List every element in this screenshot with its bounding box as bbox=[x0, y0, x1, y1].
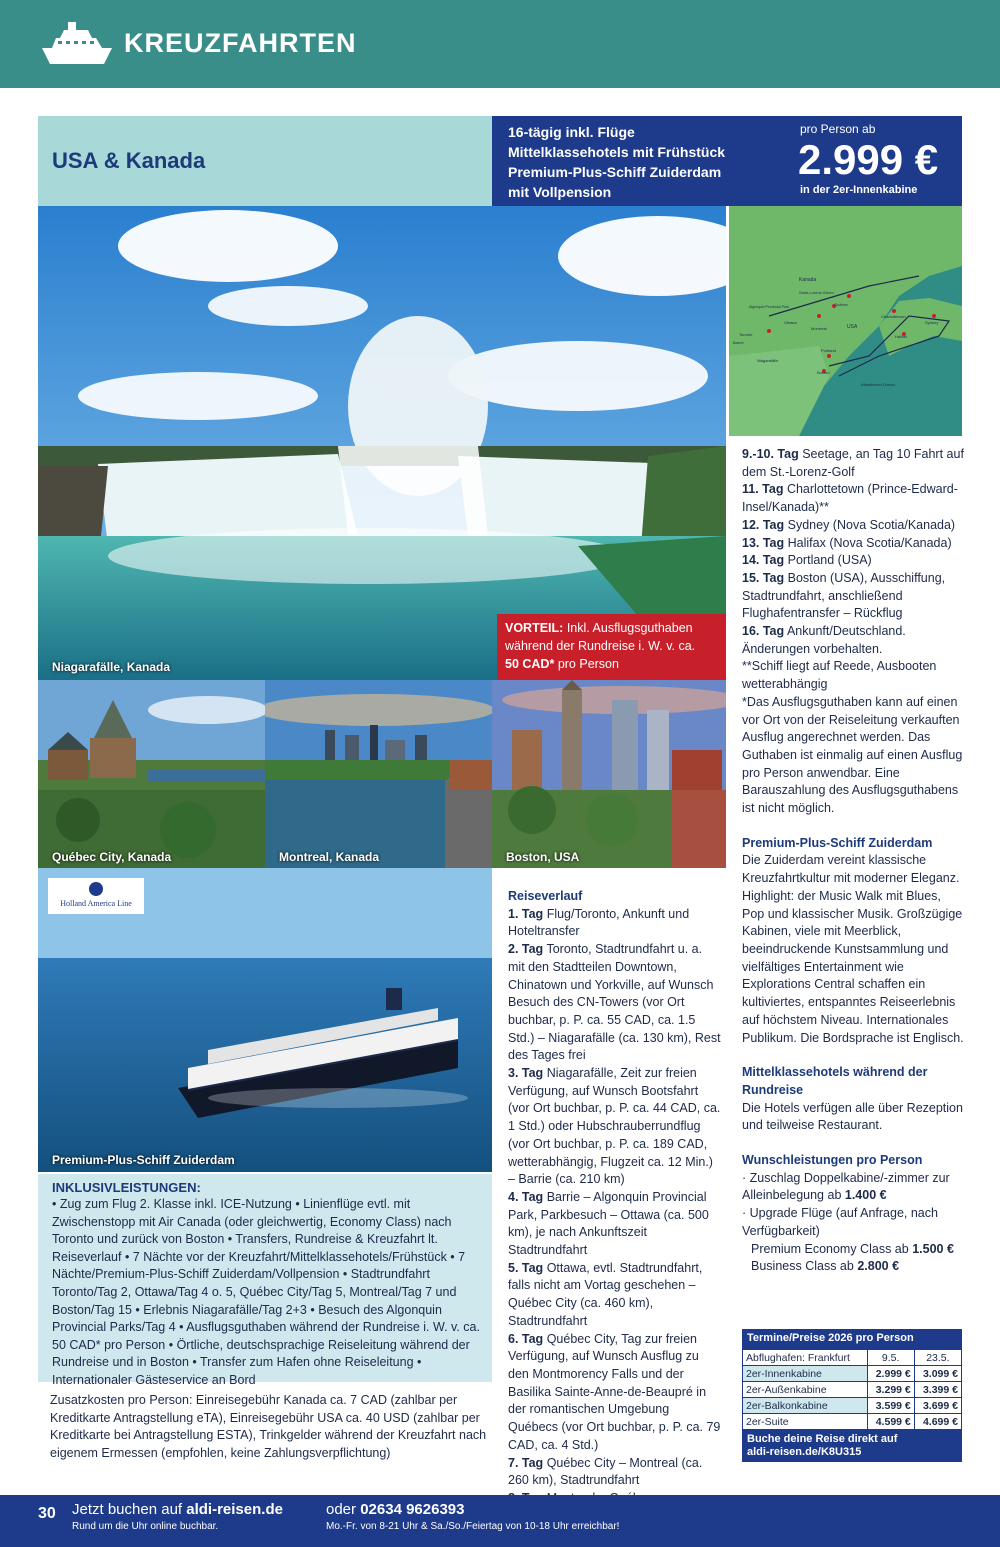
advantage-label: VORTEIL: bbox=[505, 621, 564, 635]
reiseverlauf-title: Reiseverlauf bbox=[508, 889, 583, 903]
ship-photo bbox=[38, 868, 492, 1172]
advantage-box bbox=[497, 614, 726, 680]
website-link[interactable]: aldi-reisen.de bbox=[186, 1501, 283, 1518]
price-cell: 3.399 € bbox=[914, 1382, 961, 1398]
logo-text: Holland America Line bbox=[60, 899, 132, 908]
advantage-text: während der Rundreise i. W. v. ca. bbox=[505, 639, 696, 653]
airport-cell: Abflughafen: Frankfurt bbox=[743, 1350, 868, 1366]
map-label: Toronto bbox=[739, 332, 753, 337]
itinerary-day: 15. Tag Boston (USA), Ausschiffung, Stadtrundfahrt, anschließend Flughafentransfer – Rückflug bbox=[742, 570, 946, 621]
itinerary-right bbox=[742, 446, 964, 1276]
inclusive-text: • Zug zum Flug 2. Klasse inkl. ICE-Nutzung • Linienflüge evtl. mit Zwischenstopp mit Air Canada (oder gleichwertig, Economy Class) nach Toronto und zurück von Boston • Transfers, Rundreise & Kreuzfahrt lt. Reiseverlauf • 7 Nächte vor der Kreuzfahrt/Mittelklassehotels/Frühstück • 7 Nächte/Premium-Plus-Schiff Zuiderdam/Vollpension • Stadtrundfahrt Toronto/Tag 2, Ottawa/Tag 4 o. 5, Québec City/Tag 5, Montreal/Tag 7 und Boston/Tag 15 • Erlebnis Niagarafälle/Tag 2+3 • Besuch des Algonquin Provincial Parks/Tag 4 • Ausflugsguthaben während der Rundreise i. W. v. ca. 50 CAD* pro Person • Örtliche, deutschsprachige Reiseleitung während der Rundreise und in Boston • Transfer zum Hafen ohne Reiseleitung • Internationaler Gästeservice an Bord bbox=[52, 1197, 480, 1387]
map-label: Portland bbox=[821, 348, 836, 353]
cabin-cell: 2er-Innenkabine bbox=[743, 1366, 868, 1382]
header-bar bbox=[0, 0, 1000, 88]
wish-item: · Upgrade Flüge (auf Anfrage, nach Verfügbarkeit) bbox=[742, 1206, 938, 1238]
advantage-amount: 50 CAD* bbox=[505, 657, 555, 671]
wishes-title: Wunschleistungen pro Person bbox=[742, 1153, 923, 1168]
phone-number[interactable]: 02634 9626393 bbox=[360, 1501, 465, 1518]
map-label: Algonquin Provincial Park bbox=[749, 305, 789, 309]
niagara-photo bbox=[38, 206, 726, 680]
offer-features bbox=[508, 122, 798, 202]
map-label: USA bbox=[847, 324, 858, 330]
feature-line: mit Vollpension bbox=[508, 184, 612, 200]
date-header: 9.5. bbox=[867, 1350, 914, 1366]
itinerary-day: 9.-10. Tag Seetage, an Tag 10 Fahrt auf dem St.-Lorenz-Golf bbox=[742, 447, 964, 479]
note: *Das Ausflugsguthaben kann auf einen vor Ort von der Reiseleitung verkauften Ausflug angerechnet werden. Das Guthaben ist einmalig auf einen Ausflug pro Person anwendbar. Eine Barauszahlung des Ausflugsguthabens ist nicht möglich. bbox=[742, 694, 963, 816]
hours-note: Mo.-Fr. von 8-21 Uhr & Sa./So./Feiertag von 10-18 Uhr erreichbar! bbox=[326, 1521, 620, 1532]
ship-icon bbox=[38, 18, 116, 68]
map-label: Charlottetown bbox=[881, 314, 906, 319]
map-label: Sydney bbox=[925, 320, 939, 325]
itinerary-day: 3. Tag Niagarafälle, Zeit zur freien Verfügung, auf Wunsch Bootsfahrt (vor Ort buchbar, p. P. ca. 44 CAD, ca. 1 Std.) oder Hubschrauberrundflug (vor Ort buchbar, p. P. ca. 189 CAD, wetterabhängig, Flugzeit ca. 12 Min.) – Barrie (ca. 210 km) bbox=[508, 1066, 721, 1187]
itinerary-day: 1. Tag Flug/Toronto, Ankunft und Hoteltransfer bbox=[508, 906, 690, 939]
advantage-text: pro Person bbox=[557, 657, 619, 671]
route-map bbox=[729, 206, 962, 436]
photo-caption: Premium-Plus-Schiff Zuiderdam bbox=[52, 1153, 235, 1167]
photo-caption: Boston, USA bbox=[506, 850, 580, 864]
itinerary-day: 5. Tag Ottawa, evtl. Stadtrundfahrt, falls nicht am Vortag geschehen – Québec City (ca. 460 km), Stadtrundfahrt bbox=[508, 1260, 703, 1328]
hotels-section-title: Mittelklassehotels während der Rundreise bbox=[742, 1065, 928, 1097]
itinerary-day: 7. Tag Québec City – Montreal (ca. 260 km), Stadtrundfahrt bbox=[508, 1455, 703, 1488]
itinerary-day: 2. Tag Toronto, Stadtrundfahrt u. a. mit den Stadtteilen Downtown, Chinatown und Yorkville, auf Wunsch Besuch des CN-Towers (vor Ort buchbar, p. P. ca. 55 CAD, ca. 1.5 Std.) – Niagarafälle (ca. 130 km), Rest des Tages frei bbox=[508, 942, 721, 1063]
feature-line: 16-tägig inkl. Flüge bbox=[508, 124, 635, 140]
photo-caption: Niagarafälle, Kanada bbox=[52, 660, 171, 674]
note: **Schiff liegt auf Reede, Ausbooten wetterabhängig bbox=[742, 659, 937, 692]
price-table-title: Termine/Preise 2026 pro Person bbox=[742, 1329, 962, 1349]
note: Änderungen vorbehalten. bbox=[742, 641, 883, 656]
cruise-line-logo bbox=[48, 878, 144, 914]
price-cell: 3.599 € bbox=[867, 1398, 914, 1414]
phone-line: oder 02634 9626393 bbox=[326, 1501, 465, 1518]
wish-item: · Zuschlag Doppelkabine/-zimmer zur Alleinbelegung ab 1.400 € bbox=[742, 1170, 950, 1203]
quebec-photo bbox=[38, 680, 265, 868]
itinerary-day: 12. Tag Sydney (Nova Scotia/Kanada) bbox=[742, 517, 956, 532]
itinerary-day: 13. Tag Halifax (Nova Scotia/Kanada) bbox=[742, 535, 952, 550]
inclusive-title: INKLUSIVLEISTUNGEN: bbox=[52, 1180, 201, 1195]
montreal-photo bbox=[265, 680, 492, 868]
price-cell: 2.999 € bbox=[867, 1366, 914, 1382]
map-label: Boston bbox=[817, 370, 830, 375]
cabin-cell: 2er-Suite bbox=[743, 1414, 868, 1430]
photo-caption: Montreal, Kanada bbox=[279, 850, 380, 864]
feature-line: Mittelklassehotels mit Frühstück bbox=[508, 144, 726, 160]
price-cabin: in der 2er-Innenkabine bbox=[800, 184, 918, 196]
map-label: Montreal bbox=[811, 326, 827, 331]
itinerary-day: 4. Tag Barrie – Algonquin Provincial Park, Parkbesuch – Ottawa (ca. 500 km), je nach Ankunftszeit Stadtrundfahrt bbox=[508, 1189, 709, 1258]
wish-item: Business Class ab 2.800 € bbox=[751, 1259, 900, 1274]
price-cell: 4.599 € bbox=[867, 1414, 914, 1430]
map-label: Saint-Lorenz-Strom bbox=[799, 290, 834, 295]
online-note: Rund um die Uhr online buchbar. bbox=[72, 1521, 219, 1532]
ship-section-title: Premium-Plus-Schiff Zuiderdam bbox=[742, 835, 933, 850]
footer bbox=[0, 1495, 1000, 1547]
offer-info-box bbox=[492, 116, 962, 206]
wish-item: Premium Economy Class ab 1.500 € bbox=[751, 1241, 954, 1256]
map-label: Atlantischer Ozean bbox=[861, 382, 895, 387]
feature-line: Premium-Plus-Schiff Zuiderdam bbox=[508, 164, 722, 180]
price: 2.999 € bbox=[798, 136, 939, 183]
cabin-cell: 2er-Außenkabine bbox=[743, 1382, 868, 1398]
itinerary-day: 6. Tag Québec City, Tag zur freien Verfügung, auf Wunsch Ausflug zu den Montmorency Falls und der Basilika Sainte-Anne-de-Beaupré in der romantischen Umgebung Québecs (vor Ort buchbar, p. P. ca. 79 CAD, ca. 4 Std.) bbox=[508, 1331, 721, 1452]
destination-box bbox=[38, 116, 492, 206]
inclusive-box bbox=[38, 1174, 492, 1387]
photo-caption: Québec City, Kanada bbox=[52, 850, 172, 864]
price-cell: 4.699 € bbox=[914, 1414, 961, 1430]
boston-photo bbox=[492, 680, 726, 868]
hotels-section-text: Die Hotels verfügen alle über Rezeption und teilweise Restaurant. bbox=[742, 1100, 963, 1133]
map-label: Halifax bbox=[895, 334, 908, 339]
ship-section-text: Die Zuiderdam vereint klassische Kreuzfahrtkultur mit moderner Eleganz. Highlight: der Music Walk mit Blues, Pop und klassischer Musik. Großzügige Kabinen, viele mit Meerblick, beeindruckende Kunstsammlung und vielfältiges Entertainment wie Explorations Central schaffen ein kultiviertes, entspanntes Reiseerlebnis auf höchstem Niveau. Internationales Publikum. Die Bordsprache ist Englisch. bbox=[742, 853, 964, 1045]
booking-line: Jetzt buchen auf aldi-reisen.de bbox=[72, 1501, 283, 1518]
destination-title: USA & Kanada bbox=[52, 148, 206, 173]
date-header: 23.5. bbox=[914, 1350, 961, 1366]
price-cell: 3.699 € bbox=[914, 1398, 961, 1414]
advantage-text: Inkl. Ausflugsguthaben bbox=[566, 621, 693, 635]
map-label: Barrie bbox=[733, 340, 744, 345]
page-number: 30 bbox=[38, 1505, 56, 1522]
booking-link[interactable]: Buche deine Reise direkt auf aldi-reisen.de/K8U315 bbox=[742, 1430, 962, 1462]
section-title: KREUZFAHRTEN bbox=[124, 28, 357, 58]
additional-costs: Zusatzkosten pro Person: Einreisegebühr Kanada ca. 7 CAD (zahlbar per Kreditkarte Antragstellung eTA), Einreisegebühr USA ca. 40 USD (zahlbar per Kreditkarte bei Antragstellung ESTA), Trinkgelder während der Kreuzfahrt nach eigenem Ermessen (empfohlen, keine Zahlungsverpflichtung) bbox=[50, 1393, 487, 1460]
price-cell: 3.299 € bbox=[867, 1382, 914, 1398]
cabin-cell: 2er-Balkonkabine bbox=[743, 1398, 868, 1414]
itinerary-day: 14. Tag Portland (USA) bbox=[742, 553, 872, 568]
map-label: Kanada bbox=[799, 277, 817, 283]
price-prefix: pro Person ab bbox=[800, 122, 876, 136]
reiseverlauf bbox=[508, 888, 722, 1525]
map-label: Québec bbox=[834, 302, 849, 307]
map-label: Ottawa bbox=[784, 320, 797, 325]
itinerary-day: 11. Tag Charlottetown (Prince-Edward-Insel/Kanada)** bbox=[742, 482, 958, 515]
map-label: Niagarafälle bbox=[757, 358, 779, 363]
price-cell: 3.099 € bbox=[914, 1366, 961, 1382]
price-table bbox=[742, 1329, 962, 1462]
itinerary-day: 16. Tag Ankunft/Deutschland. bbox=[742, 624, 906, 639]
